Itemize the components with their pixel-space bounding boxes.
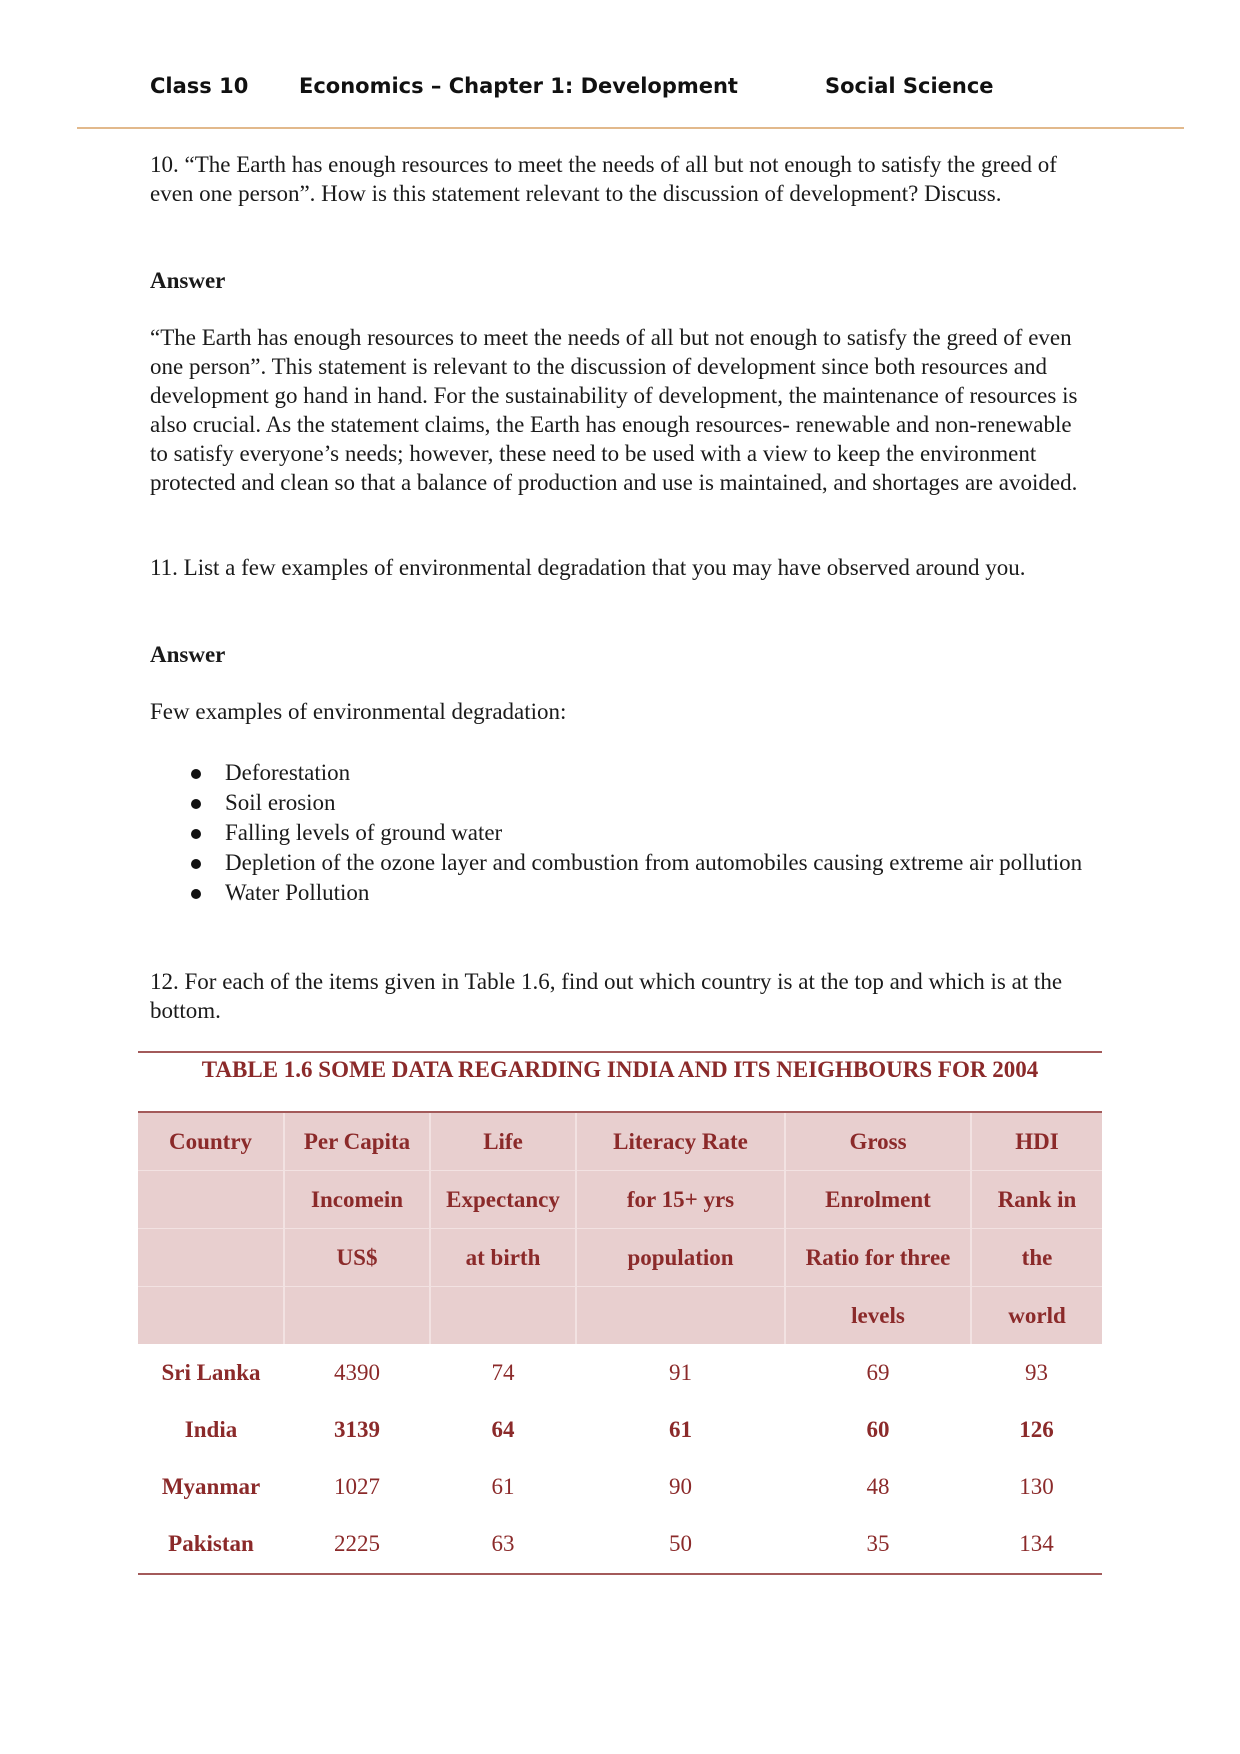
cell-gross-enrolment: 48 [866,1473,890,1499]
header-class-label: Class 10 [150,74,249,98]
table-title: TABLE 1.6 SOME DATA REGARDING INDIA AND ITS NEIGHBOURS FOR 2004 [201,1057,1039,1082]
cell-per-capita-income: 2225 [334,1530,380,1556]
cell-literacy-rate: 50 [669,1530,692,1556]
cell-hdi-rank: 134 [1019,1530,1054,1556]
bullet-icon [191,889,201,899]
cell-gross-enrolment: 60 [866,1416,890,1442]
column-header-per-capita-income: Per Capita Incomein US$ [284,1113,430,1344]
header-divider [77,127,1184,129]
cell-gross-enrolment: 35 [866,1530,890,1556]
list-item-text: Soil erosion [225,790,336,815]
list-item-text: Water Pollution [225,880,370,905]
list-item [150,878,1085,907]
question-12: 12. For each of the items given in Table 1.6, find out which country is at the top and which is at the bottom. [150,969,1063,1023]
list-item [150,818,1085,847]
column-header-gross-enrolment: Gross Enrolment Ratio for three levels [785,1113,971,1344]
column-header-hdi-rank: HDI Rank in the world [971,1113,1102,1344]
question-10: 10. “The Earth has enough resources to meet the needs of all but not enough to satisfy the greed of even one person”. How is this statement relevant to the discussion of development? Discuss. [150,152,1057,206]
column-header-life-expectancy: Life Expectancy at birth [430,1113,576,1344]
cell-life-expectancy: 64 [491,1416,515,1442]
list-item-text: Falling levels of ground water [225,820,503,845]
bullet-icon [191,799,201,809]
cell-per-capita-income: 4390 [334,1359,380,1385]
cell-literacy-rate: 91 [669,1359,692,1385]
cell-life-expectancy: 63 [491,1530,515,1556]
table-row [138,1401,1102,1458]
header-subject: Social Science [825,74,994,98]
cell-country: Sri Lanka [161,1359,261,1385]
answer-11-label: Answer [150,642,226,667]
table-bottom-rule [138,1573,1102,1575]
cell-hdi-rank: 126 [1019,1416,1054,1442]
question-11: 11. List a few examples of environmental degradation that you may have observed around you. [150,555,1026,580]
header-chapter-title: Economics – Chapter 1: Development [299,74,738,98]
page-header [150,74,1150,108]
cell-life-expectancy: 74 [491,1359,515,1385]
list-item-text: Depletion of the ozone layer and combustion from automobiles causing extreme air pollution [225,850,1083,875]
table-row [138,1458,1102,1515]
cell-hdi-rank: 93 [1025,1359,1048,1385]
answer-10-label: Answer [150,268,226,293]
cell-hdi-rank: 130 [1019,1473,1054,1499]
list-item [150,758,1085,787]
cell-per-capita-income: 3139 [334,1416,380,1442]
cell-per-capita-income: 1027 [334,1473,380,1499]
list-item [150,788,1085,817]
bullet-icon [191,829,201,839]
list-item [150,848,1085,877]
column-header-literacy-rate: Literacy Rate for 15+ yrs population [576,1113,785,1344]
degradation-examples-list [150,758,1085,908]
table-header-row [138,1113,1102,1344]
cell-country: India [184,1416,238,1442]
cell-life-expectancy: 61 [491,1473,515,1499]
table-row [138,1344,1102,1401]
list-item-text: Deforestation [225,760,351,785]
table-row [138,1515,1102,1572]
answer-11-intro: Few examples of environmental degradation: [150,699,567,724]
cell-gross-enrolment: 69 [866,1359,890,1385]
cell-country: Myanmar [161,1473,261,1499]
bullet-icon [191,769,201,779]
answer-10-text: “The Earth has enough resources to meet the needs of all but not enough to satisfy the greed of even one person”. This statement is relevant to the discussion of development since both resources and development go hand in hand. For the sustainability of development, the maintenance of resources is also crucial. As the statement claims, the Earth has enough resources- renewable and non-renewable to satisfy everyone’s needs; however, these need to be used with a view to keep the environment protected and clean so that a balance of production and use is maintained, and shortages are avoided. [150,325,1078,495]
cell-literacy-rate: 90 [669,1473,692,1499]
cell-literacy-rate: 61 [669,1416,692,1442]
bullet-icon [191,859,201,869]
cell-country: Pakistan [168,1530,254,1556]
column-header-country: Country [138,1113,284,1344]
country-data-table [138,1113,1102,1572]
table-top-rule [138,1051,1102,1053]
